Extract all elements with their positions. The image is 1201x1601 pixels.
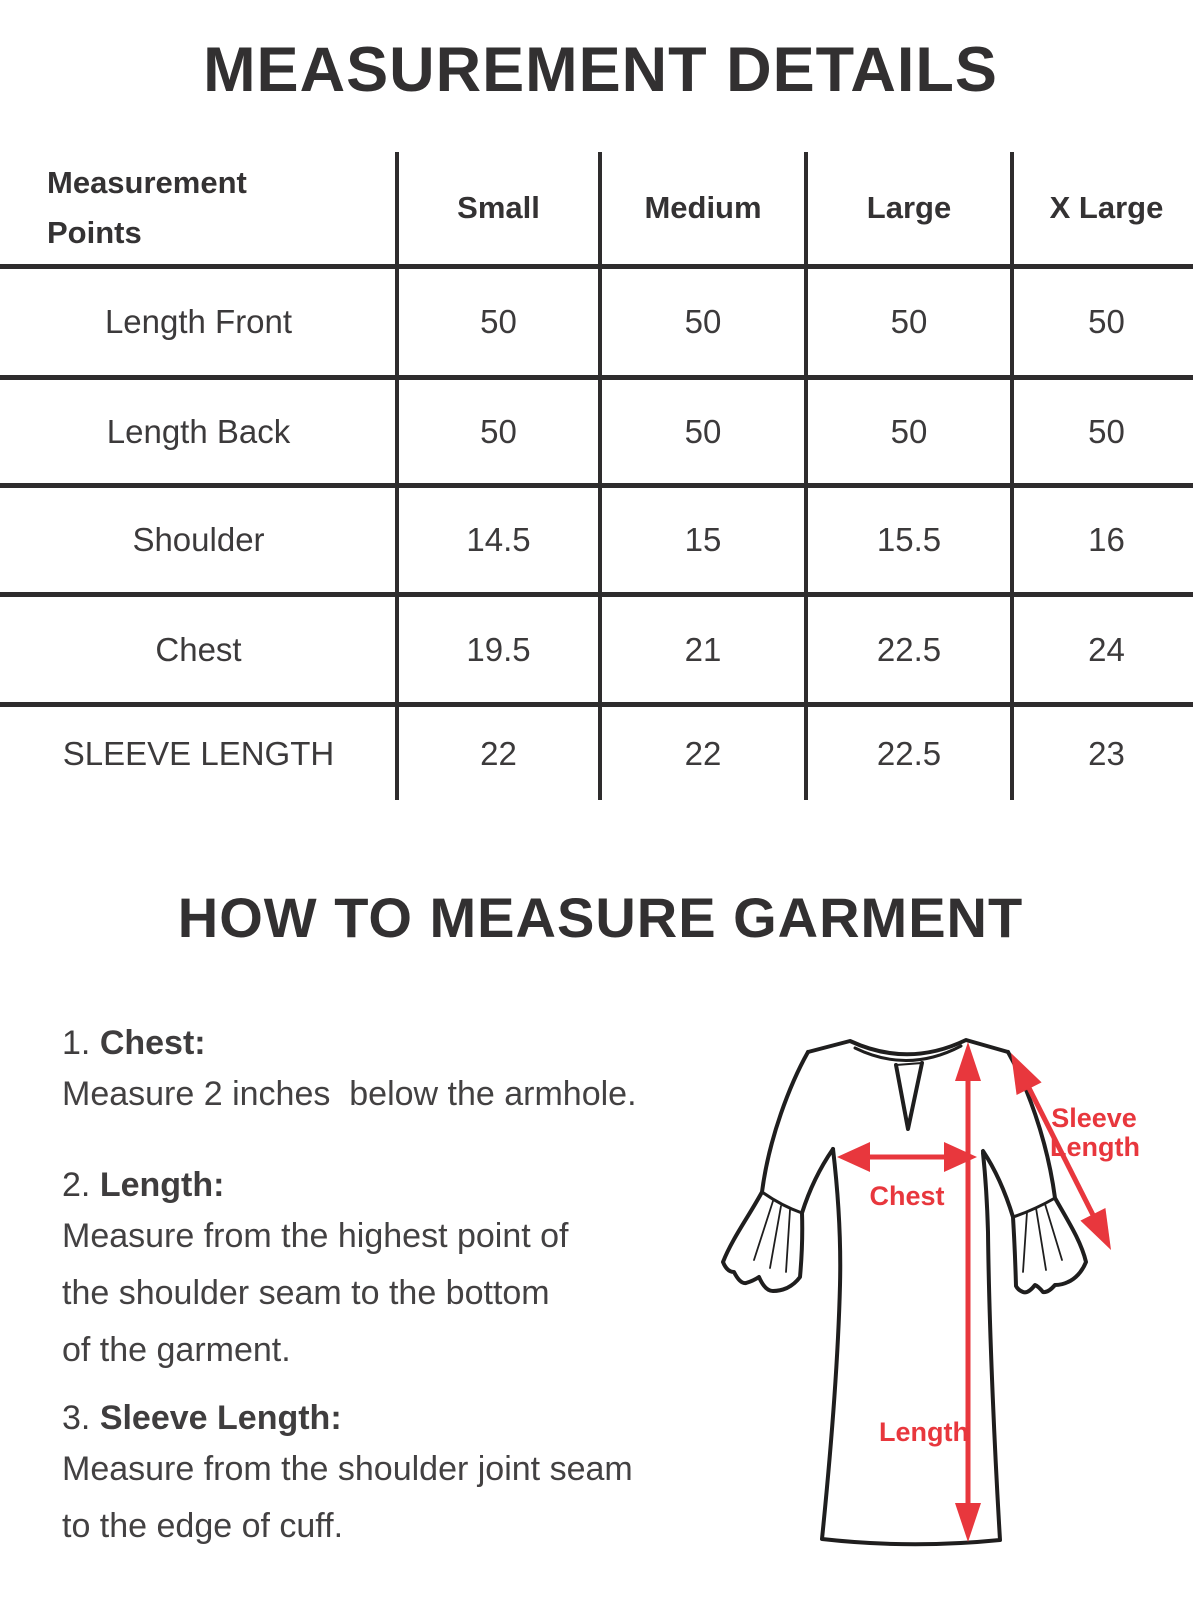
cell-value: 22 (684, 734, 722, 772)
cell-value: 50 (1088, 303, 1125, 340)
cell-value: 22 (480, 734, 517, 772)
instruction-heading (62, 1162, 722, 1208)
how-to-measure-title: HOW TO MEASURE GARMENT (177, 886, 1024, 949)
chest-arrowhead-right (944, 1142, 977, 1172)
dress-left-cuff-seam (762, 1192, 802, 1213)
cell-value: 24 (1088, 630, 1125, 668)
sleeve-arrowhead-down (1080, 1208, 1111, 1250)
instruction-text: Measure from the highest point of (62, 1217, 569, 1255)
cell-value: 50 (1088, 412, 1125, 450)
instruction-text: Measure 2 inches below the armhole. (62, 1075, 637, 1113)
column-header-small: Small (457, 190, 540, 225)
table-row (0, 707, 1201, 800)
column-header-large: Large (866, 190, 952, 225)
instruction-sleeve-length (62, 1395, 722, 1555)
size-chart-table (0, 152, 1201, 800)
instruction-text: Measure from the shoulder joint seam (62, 1450, 633, 1488)
instruction-length (62, 1162, 722, 1379)
dress-left-sleeve (723, 1052, 833, 1291)
dress-v-notch (896, 1063, 922, 1129)
instruction-text: to the edge of cuff. (62, 1507, 344, 1545)
sleeve-arrow-label-line2: Length (1050, 1132, 1140, 1162)
cell-value: 50 (684, 303, 722, 340)
length-arrow-label: Length (879, 1417, 969, 1447)
instruction-title: Length: (99, 1166, 225, 1204)
cell-value: 22.5 (876, 630, 942, 668)
row-label: Shoulder (132, 521, 265, 558)
cell-value: 15.5 (876, 521, 942, 558)
instruction-heading (62, 1020, 722, 1066)
dress-v-notch-top (896, 1063, 922, 1065)
cell-value: 16 (1088, 521, 1125, 558)
instruction-chest (62, 1020, 722, 1123)
column-header-medium: Medium (644, 190, 762, 225)
chest-arrowhead-left (837, 1142, 870, 1172)
cell-value: 15 (684, 521, 722, 558)
dress-right-cuff-pleats (1023, 1204, 1062, 1272)
cell-value: 50 (684, 412, 722, 450)
instruction-number: 2. (62, 1166, 91, 1204)
sleeve-arrowhead-up (1011, 1053, 1042, 1095)
garment-diagram (700, 1020, 1180, 1595)
instruction-text: of the garment. (62, 1331, 291, 1369)
row-label: Length Front (104, 303, 293, 340)
instruction-title: Chest: (99, 1024, 206, 1062)
cell-value: 23 (1088, 734, 1125, 772)
instruction-title: Sleeve Length: (99, 1399, 342, 1437)
cell-value: 50 (890, 412, 928, 450)
length-arrowhead-down (955, 1503, 981, 1542)
cell-value: 50 (890, 303, 928, 340)
column-header-measurement-points: Measurement Points (47, 165, 247, 250)
table-row (0, 597, 1201, 702)
cell-value: 14.5 (466, 521, 531, 558)
page-title: MEASUREMENT DETAILS (203, 35, 998, 105)
table-header-row (0, 152, 1201, 264)
row-label: SLEEVE LENGTH (62, 734, 335, 772)
cell-value: 21 (684, 630, 722, 668)
cell-value: 50 (480, 303, 517, 340)
instruction-heading (62, 1395, 722, 1441)
row-label: Length Back (106, 412, 291, 450)
instruction-number: 3. (62, 1399, 91, 1437)
dress-left-cuff-pleats (754, 1201, 790, 1272)
cell-value: 22.5 (876, 734, 942, 772)
dress-neckline (808, 1040, 1008, 1054)
instruction-text: the shoulder seam to the bottom (62, 1274, 550, 1312)
dress-illustration (723, 1040, 1086, 1544)
table-row (0, 488, 1201, 592)
chest-arrow-label: Chest (869, 1181, 945, 1211)
sleeve-arrow-label-line1: Sleeve (1051, 1103, 1137, 1133)
instruction-number: 1. (62, 1024, 91, 1062)
cell-value: 19.5 (466, 630, 531, 668)
table-row (0, 380, 1201, 483)
column-header-xlarge: X Large (1049, 190, 1164, 225)
cell-value: 50 (480, 412, 517, 450)
row-label: Chest (155, 630, 242, 668)
table-row (0, 269, 1201, 375)
